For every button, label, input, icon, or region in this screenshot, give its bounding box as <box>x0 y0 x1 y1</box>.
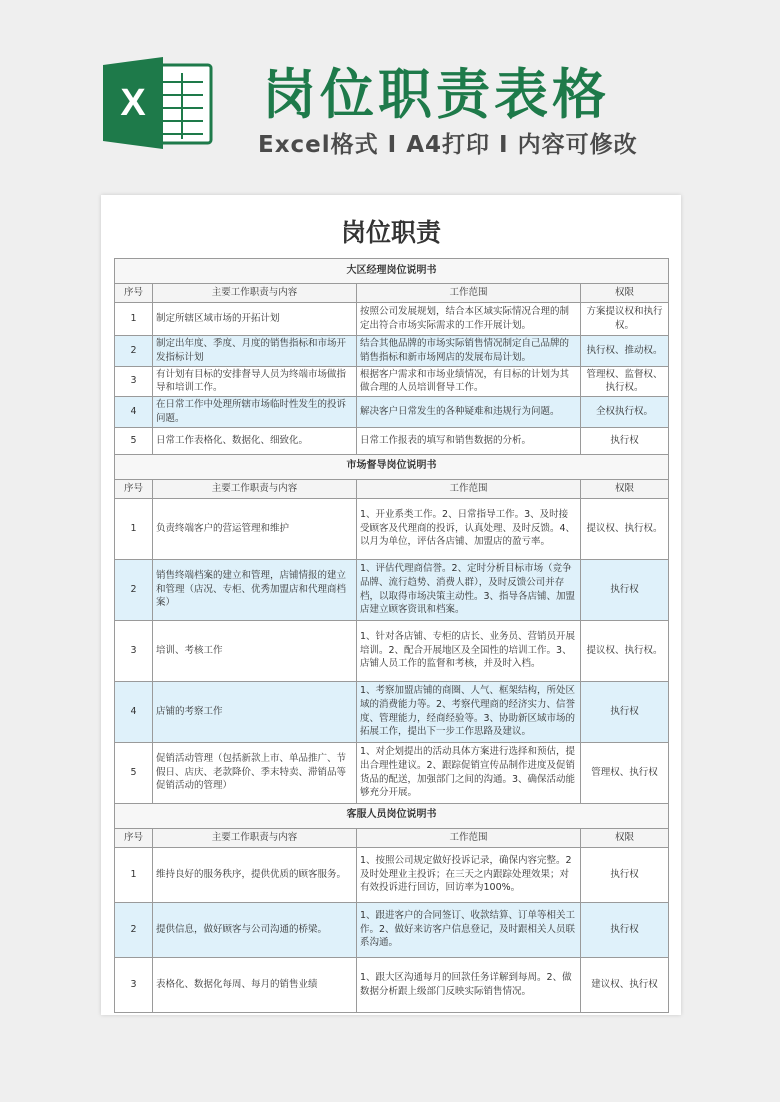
column-header-row <box>115 479 669 498</box>
cell-scope: 1、评估代理商信誉。2、定时分析目标市场（竞争品牌、流行趋势、消费人群），及时反馈公司并存档，以取得市场决策主动性。3、指导各店铺、加盟店建立顾客资讯和档案。 <box>357 559 581 620</box>
document-title: 岗位职责 <box>340 218 441 247</box>
excel-icon-letter: X <box>120 82 146 124</box>
column-header-scope: 工作范围 <box>357 828 581 847</box>
table-row <box>115 742 669 803</box>
cell-scope: 按照公司发展规划，结合本区域实际情况合理的制定出符合市场实际需求的工作开展计划。 <box>357 303 581 336</box>
table-row <box>115 303 669 336</box>
cell-duty: 销售终端档案的建立和管理，店铺情报的建立和管理（店况、专柜、优秀加盟店和代理商档案） <box>153 559 357 620</box>
column-header-scope: 工作范围 <box>357 479 581 498</box>
cell-scope: 根据客户需求和市场业绩情况，有目标的计划为其做合理的人员培训督导工作。 <box>357 366 581 397</box>
cell-authority: 提议权、执行权。 <box>581 498 669 559</box>
cell-no: 1 <box>115 303 153 336</box>
cell-no: 2 <box>115 902 153 957</box>
column-header-row <box>115 828 669 847</box>
section-title-row <box>115 803 669 828</box>
column-header-authority: 权限 <box>581 284 669 303</box>
table-row <box>115 902 669 957</box>
cell-no: 4 <box>115 681 153 742</box>
column-header-row <box>115 284 669 303</box>
cell-authority: 管理权、监督权、执行权。 <box>581 366 669 397</box>
cell-authority: 建议权、执行权 <box>581 957 669 1012</box>
cell-scope: 结合其他品牌的市场实际销售情况制定自己品牌的销售指标和新市场网店的发展布局计划。 <box>357 336 581 367</box>
cell-no: 5 <box>115 427 153 454</box>
cell-authority: 执行权 <box>581 847 669 902</box>
cell-no: 3 <box>115 620 153 681</box>
table-row <box>115 957 669 1012</box>
cell-duty: 在日常工作中处理所辖市场临时性发生的投诉问题。 <box>153 397 357 428</box>
cell-duty: 表格化、数据化每周、每月的销售业绩 <box>153 957 357 1012</box>
section-title-row <box>115 259 669 284</box>
cell-scope: 解决客户日常发生的各种疑难和违规行为问题。 <box>357 397 581 428</box>
section-title: 大区经理岗位说明书 <box>115 259 669 284</box>
cell-duty: 提供信息，做好顾客与公司沟通的桥梁。 <box>153 902 357 957</box>
column-header-no: 序号 <box>115 828 153 847</box>
cell-no: 3 <box>115 957 153 1012</box>
cell-scope: 1、考察加盟店铺的商圈、人气、框架结构，所处区域的消费能力等。2、考察代理商的经济实力、信誉度、管理能力，经商经验等。3、协助新区域市场的拓展工作，提出下一步工作思路及建议。 <box>357 681 581 742</box>
table-row <box>115 620 669 681</box>
section-title: 市场督导岗位说明书 <box>115 454 669 479</box>
cell-duty: 店铺的考察工作 <box>153 681 357 742</box>
column-header-authority: 权限 <box>581 828 669 847</box>
table-row <box>115 498 669 559</box>
cell-no: 1 <box>115 498 153 559</box>
excel-icon <box>103 57 215 149</box>
cell-authority: 执行权 <box>581 681 669 742</box>
cell-scope: 1、跟大区沟通每月的回款任务详解到每周。2、做数据分析跟上级部门反映实际销售情况。 <box>357 957 581 1012</box>
cell-authority: 全权执行权。 <box>581 397 669 428</box>
cell-duty: 负责终端客户的营运管理和维护 <box>153 498 357 559</box>
cell-no: 5 <box>115 742 153 803</box>
cell-duty: 维持良好的服务秩序，提供优质的顾客服务。 <box>153 847 357 902</box>
cell-duty: 促销活动管理（包括新款上市、单品推广、节假日、店庆、老款降价、季末特卖、滞销品等促销活动的管理） <box>153 742 357 803</box>
column-header-duty: 主要工作职责与内容 <box>153 479 357 498</box>
table-row <box>115 681 669 742</box>
document-page <box>101 195 681 1015</box>
cell-authority: 提议权、执行权。 <box>581 620 669 681</box>
cell-scope: 1、对企划提出的活动具体方案进行选择和预估，提出合理性建议。2、跟踪促销宣传品制作进度及促销货品的配送，加强部门之间的沟通。3、确保活动能够充分开展。 <box>357 742 581 803</box>
cell-no: 4 <box>115 397 153 428</box>
cell-duty: 有计划有目标的安排督导人员为终端市场做指导和培训工作。 <box>153 366 357 397</box>
cell-scope: 1、跟进客户的合同签订、收款结算、订单等相关工作。2、做好来访客户信息登记，及时跟相关人员联系沟通。 <box>357 902 581 957</box>
cell-authority: 执行权 <box>581 902 669 957</box>
column-header-no: 序号 <box>115 284 153 303</box>
banner <box>0 0 780 190</box>
table-row <box>115 847 669 902</box>
cell-authority: 执行权 <box>581 427 669 454</box>
cell-scope: 1、按照公司规定做好投诉记录，确保内容完整。2及时处理业主投诉；在三天之内跟踪处理效果；对有效投诉进行回访，回访率为100%。 <box>357 847 581 902</box>
column-header-duty: 主要工作职责与内容 <box>153 284 357 303</box>
cell-no: 3 <box>115 366 153 397</box>
cell-scope: 1、开业系类工作。2、日常指导工作。3、及时接受顾客及代理商的投诉，认真处理、及时反馈。4、以月为单位，评估各店铺、加盟店的盈亏率。 <box>357 498 581 559</box>
table-row <box>115 336 669 367</box>
table-row <box>115 366 669 397</box>
column-header-scope: 工作范围 <box>357 284 581 303</box>
cell-no: 2 <box>115 336 153 367</box>
column-header-no: 序号 <box>115 479 153 498</box>
column-header-duty: 主要工作职责与内容 <box>153 828 357 847</box>
cell-duty: 培训、考核工作 <box>153 620 357 681</box>
cell-duty: 日常工作表格化、数据化、细致化。 <box>153 427 357 454</box>
cell-scope: 1、针对各店铺、专柜的店长、业务员、营销员开展培训。2、配合开展地区及全国性的培训工作。3、店铺人员工作的监督和考核，并及时入档。 <box>357 620 581 681</box>
cell-no: 2 <box>115 559 153 620</box>
duties-table <box>114 258 669 1013</box>
cell-authority: 方案提议权和执行权。 <box>581 303 669 336</box>
banner-subtitle: Excel格式 I A4打印 I 内容可修改 <box>258 132 638 158</box>
cell-no: 1 <box>115 847 153 902</box>
cell-authority: 管理权、执行权 <box>581 742 669 803</box>
section-title-row <box>115 454 669 479</box>
table-row <box>115 559 669 620</box>
cell-authority: 执行权、推动权。 <box>581 336 669 367</box>
table-row <box>115 427 669 454</box>
section-title: 客服人员岗位说明书 <box>115 803 669 828</box>
table-row <box>115 397 669 428</box>
banner-title: 岗位职责表格 <box>262 63 610 126</box>
cell-scope: 日常工作报表的填写和销售数据的分析。 <box>357 427 581 454</box>
column-header-authority: 权限 <box>581 479 669 498</box>
cell-duty: 制定出年度、季度、月度的销售指标和市场开发指标计划 <box>153 336 357 367</box>
cell-duty: 制定所辖区域市场的开拓计划 <box>153 303 357 336</box>
cell-authority: 执行权 <box>581 559 669 620</box>
